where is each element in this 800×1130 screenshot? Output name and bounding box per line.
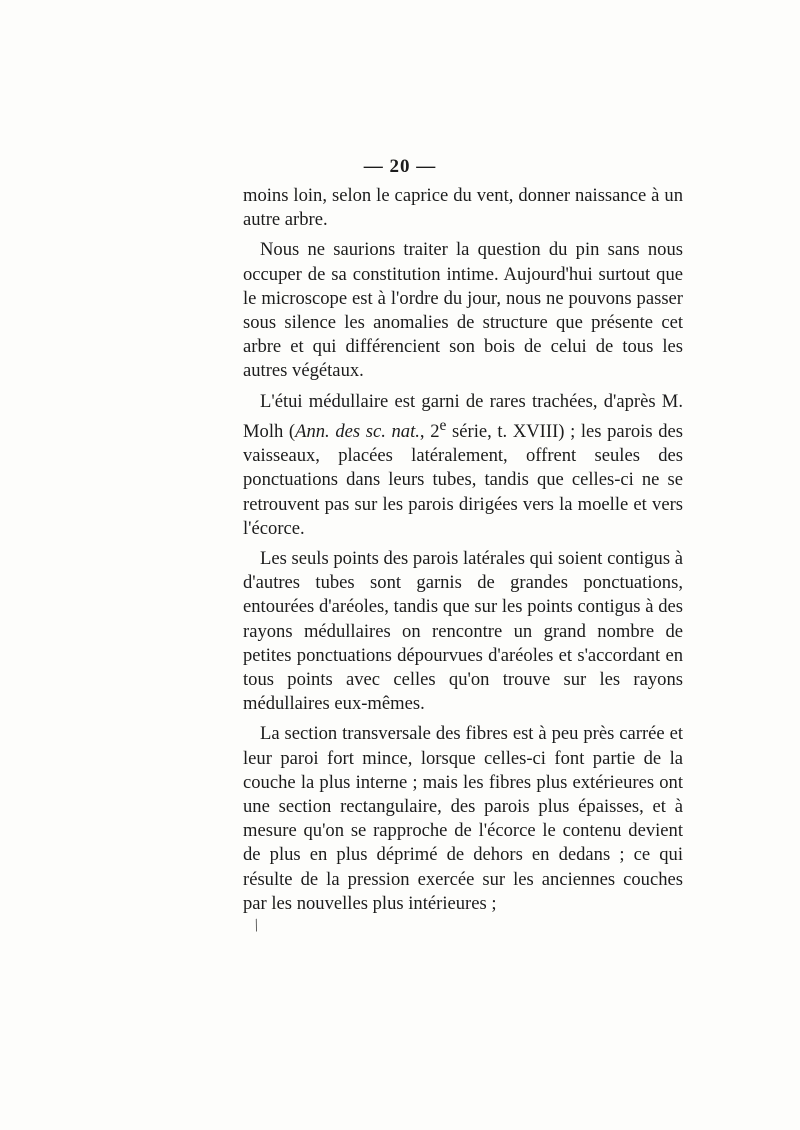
page-number: — 20 — [363, 156, 437, 177]
paragraph-3-text-c: série, t. XVIII) ; les parois des vaisseaux, placées latéralement, offrent seules des ponctuations dans leurs tubes, tandis que celles-ci ne se retrouvent pas sur les parois dirigées vers la moelle et vers l'écorce. [243, 421, 683, 539]
paragraph-3-text-b: , 2 [419, 421, 440, 443]
paragraph-5: La section transversale des fibres est à peu près carrée et leur paroi fort mince, lorsque celles-ci font partie de la couche la plus interne ; mais les fibres plus extérieures ont une section rectangulaire, des parois plus épaisses, et à mesure qu'on se rapproche de l'écorce le contenu devient de plus en plus déprimé de dehors en dedans ; ce qui résulte de la pression exercée sur les anciennes couches par les nouvelles plus intérieures ; [243, 723, 683, 914]
superscript-e: e [439, 416, 447, 434]
paragraph-3-text-a: L'étui médullaire est garni de rares trachées, d'après M. Molh ( [243, 390, 683, 443]
paragraph-3 [243, 390, 683, 541]
citation-title: Ann. des sc. nat. [295, 421, 420, 443]
body-text [243, 184, 683, 916]
paragraph-4: Les seuls points des parois latérales qui soient contigus à d'autres tubes sont garnis de grandes ponctuations, entourées d'aréoles, tandis que sur les points contigus à des rayons médullaires on rencontre un grand nombre de petites ponctuations dépourvues d'aréoles et s'accordant en tous points avec celles qu'on trouve sur les rayons médullaires eux-mêmes. [243, 548, 683, 715]
paragraph-1: moins loin, selon le caprice du vent, donner naissance à un autre arbre. [243, 185, 683, 231]
paragraph-2: Nous ne saurions traiter la question du pin sans nous occuper de sa constitution intime. Aujourd'hui surtout que le microscope est à l'ordre du jour, nous ne pouvons passer sous silence les anomalies de structure que présente cet arbre et qui différencient son bois de celui de tous les autres végétaux. [243, 239, 683, 382]
stray-pen-mark: / [250, 914, 263, 936]
